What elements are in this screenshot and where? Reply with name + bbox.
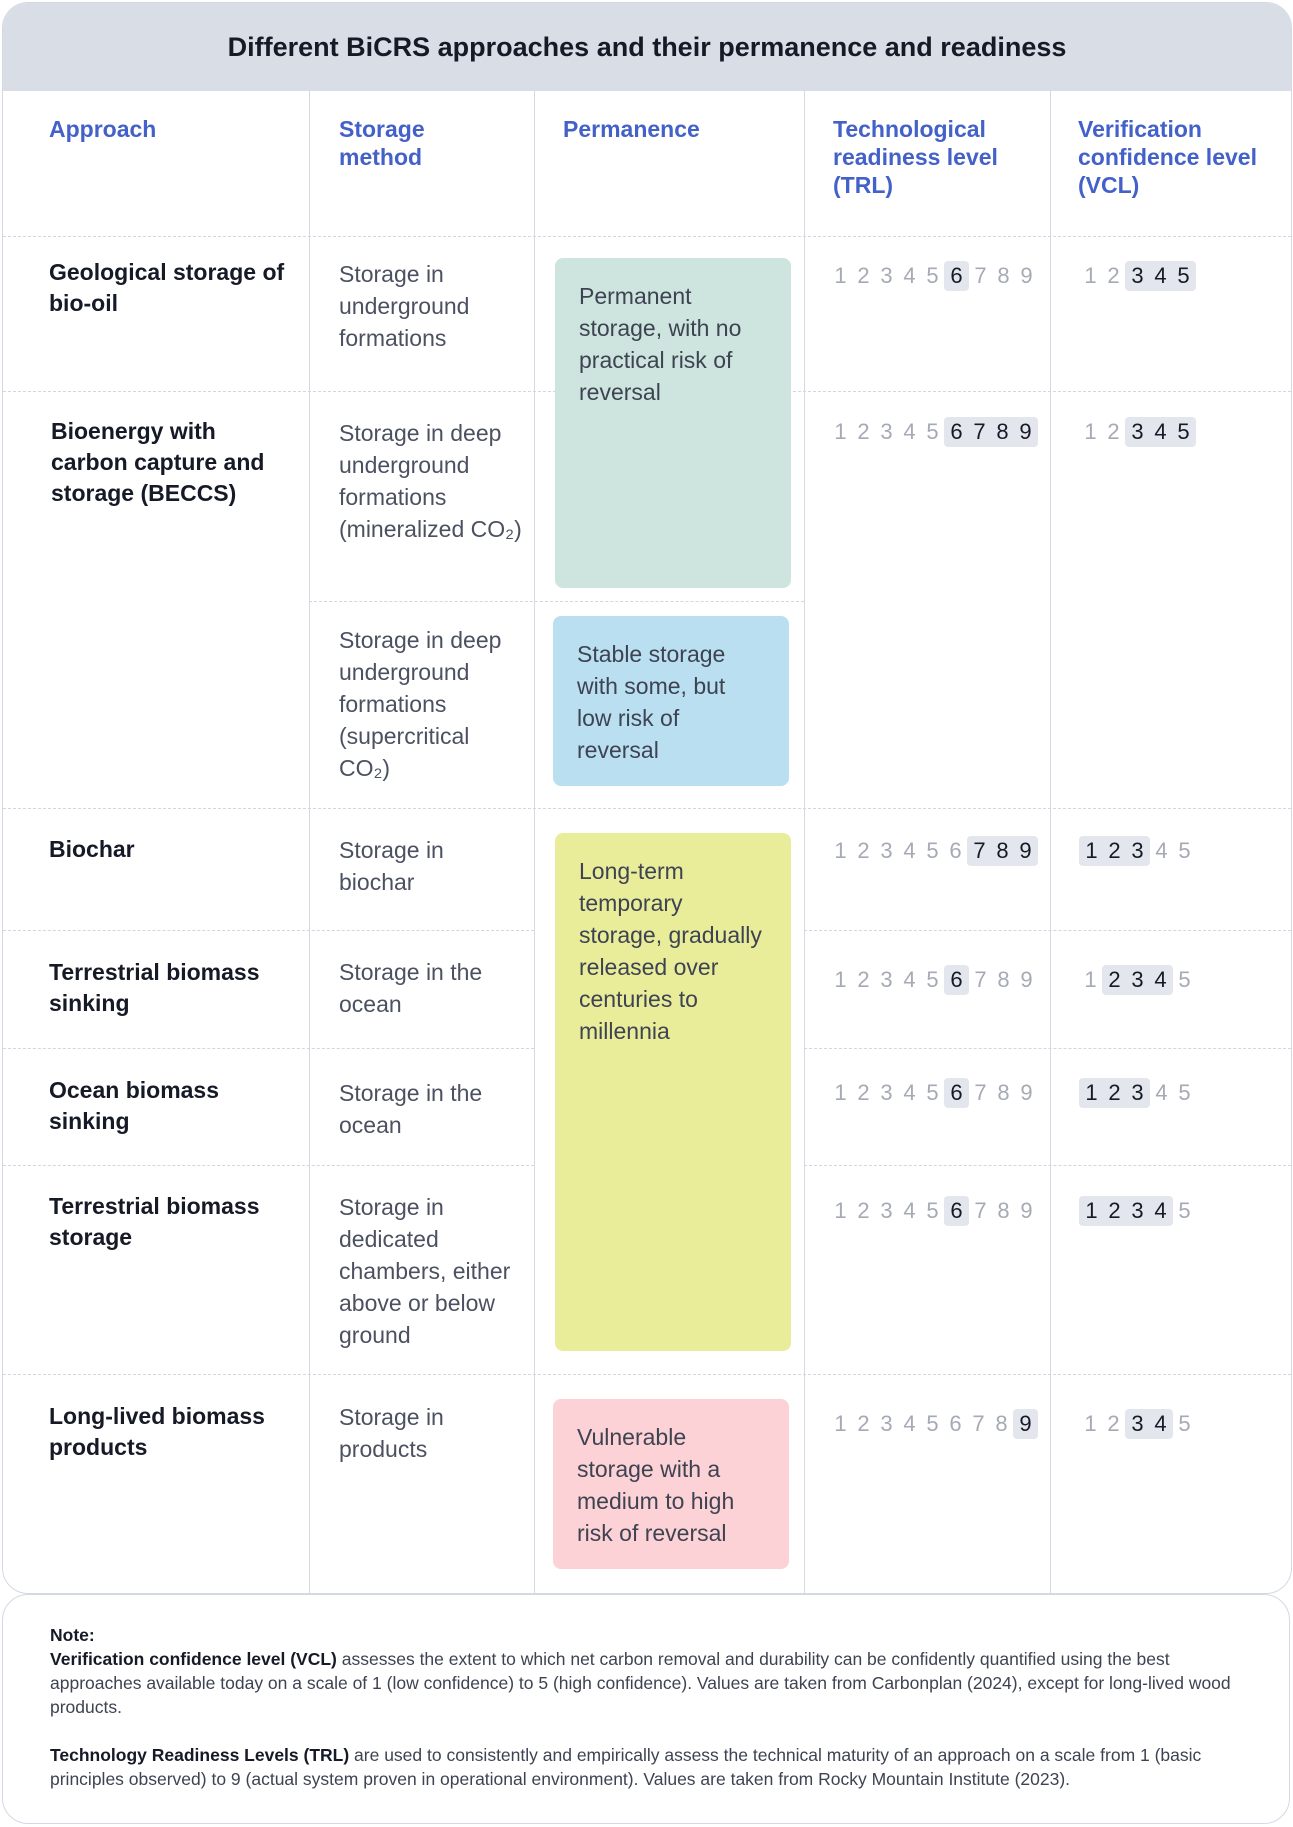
trl-level-6: 6 bbox=[950, 1198, 963, 1223]
vcl-level-2: 2 bbox=[1108, 967, 1121, 992]
trl-level-6: 6 bbox=[949, 1411, 962, 1436]
vcl-selected-range bbox=[1125, 261, 1196, 291]
vcl-level-4: 4 bbox=[1154, 263, 1167, 288]
approach-beccs: Bioenergy with carbon capture and storage (BECCS) bbox=[51, 418, 265, 506]
trl-level-6: 6 bbox=[950, 1080, 963, 1105]
trl-level-7: 7 bbox=[974, 263, 987, 288]
vcl-selected-range bbox=[1125, 417, 1196, 447]
trl-level-5: 5 bbox=[926, 263, 939, 288]
vcl-level-4: 4 bbox=[1154, 419, 1167, 444]
vcl-level-3: 3 bbox=[1131, 1080, 1144, 1105]
permanence-vulnerable: Vulnerable storage with a medium to high risk of reversal bbox=[553, 1399, 789, 1569]
storage-method: Storage in biochar bbox=[339, 837, 444, 895]
column-divider bbox=[309, 91, 310, 1593]
trl-level-8: 8 bbox=[997, 263, 1010, 288]
storage-method: Storage in the ocean bbox=[339, 1080, 483, 1138]
storage-method: Storage in underground formations bbox=[339, 261, 470, 351]
trl-scale bbox=[829, 417, 1038, 447]
trl-level-8: 8 bbox=[997, 967, 1010, 992]
trl-level-8: 8 bbox=[996, 419, 1009, 444]
vcl-level-3: 3 bbox=[1131, 967, 1144, 992]
row-divider bbox=[804, 1048, 1291, 1049]
trl-selected-range bbox=[944, 965, 969, 995]
row-divider bbox=[309, 601, 804, 602]
trl-scale bbox=[829, 1409, 1038, 1439]
permanence-permanent: Permanent storage, with no practical risk of reversal bbox=[555, 258, 791, 588]
trl-level-2: 2 bbox=[857, 967, 870, 992]
approach-terrestrial-storage: Terrestrial biomass storage bbox=[49, 1193, 260, 1250]
trl-level-6: 6 bbox=[950, 263, 963, 288]
trl-scale bbox=[829, 261, 1038, 291]
trl-level-4: 4 bbox=[903, 1080, 916, 1105]
trl-level-3: 3 bbox=[880, 263, 893, 288]
storage-method: Storage in deep underground formations (supercritical CO₂) bbox=[339, 627, 502, 781]
trl-selected-range bbox=[1013, 1409, 1038, 1439]
vcl-level-4: 4 bbox=[1155, 838, 1168, 863]
trl-level-7: 7 bbox=[974, 967, 987, 992]
trl-level-2: 2 bbox=[857, 263, 870, 288]
trl-selected-range bbox=[944, 417, 1038, 447]
note-label: Note: bbox=[50, 1625, 95, 1645]
note-vcl-term: Verification confidence level (VCL) bbox=[50, 1649, 337, 1669]
approach-long-lived-products: Long-lived biomass products bbox=[49, 1403, 265, 1460]
trl-level-3: 3 bbox=[880, 419, 893, 444]
vcl-level-3: 3 bbox=[1131, 1411, 1144, 1436]
vcl-scale bbox=[1079, 261, 1196, 291]
column-divider bbox=[534, 91, 535, 1593]
vcl-level-2: 2 bbox=[1107, 263, 1120, 288]
vcl-level-5: 5 bbox=[1177, 263, 1190, 288]
vcl-level-4: 4 bbox=[1154, 1411, 1167, 1436]
trl-level-7: 7 bbox=[973, 838, 986, 863]
trl-selected-range bbox=[944, 1196, 969, 1226]
trl-level-1: 1 bbox=[834, 967, 847, 992]
column-divider bbox=[1050, 91, 1051, 1593]
trl-level-1: 1 bbox=[834, 419, 847, 444]
row-divider bbox=[804, 1165, 1291, 1166]
vcl-level-5: 5 bbox=[1177, 419, 1190, 444]
header-storage-method: Storage method bbox=[339, 116, 425, 170]
trl-level-6: 6 bbox=[950, 967, 963, 992]
trl-level-3: 3 bbox=[880, 967, 893, 992]
trl-level-9: 9 bbox=[1019, 1411, 1032, 1436]
trl-level-4: 4 bbox=[903, 1411, 916, 1436]
trl-level-5: 5 bbox=[926, 1411, 939, 1436]
vcl-level-4: 4 bbox=[1154, 1198, 1167, 1223]
trl-level-5: 5 bbox=[926, 967, 939, 992]
vcl-level-4: 4 bbox=[1154, 967, 1167, 992]
trl-level-3: 3 bbox=[880, 1411, 893, 1436]
note-trl-term: Technology Readiness Levels (TRL) bbox=[50, 1745, 350, 1765]
trl-level-5: 5 bbox=[926, 419, 939, 444]
trl-level-4: 4 bbox=[903, 263, 916, 288]
vcl-level-2: 2 bbox=[1108, 1080, 1121, 1105]
vcl-level-1: 1 bbox=[1085, 1198, 1098, 1223]
note-trl-text: are used to consistently and empirically assess the technical maturity of an approach on a scale from 1 (basic principles observed) to 9 (actual system proven in operational environment). Values are taken from Rocky Mountain Institute (2023). bbox=[50, 1745, 1202, 1789]
vcl-scale bbox=[1079, 1196, 1196, 1226]
vcl-level-1: 1 bbox=[1084, 263, 1097, 288]
trl-level-1: 1 bbox=[834, 1080, 847, 1105]
vcl-level-5: 5 bbox=[1178, 1411, 1191, 1436]
storage-method: Storage in the ocean bbox=[339, 959, 483, 1017]
vcl-level-1: 1 bbox=[1085, 838, 1098, 863]
column-divider bbox=[804, 91, 805, 1593]
row-divider bbox=[3, 1165, 534, 1166]
trl-selected-range bbox=[944, 261, 969, 291]
vcl-selected-range bbox=[1079, 836, 1150, 866]
trl-level-8: 8 bbox=[997, 1198, 1010, 1223]
trl-level-6: 6 bbox=[949, 838, 962, 863]
trl-level-2: 2 bbox=[857, 1198, 870, 1223]
vcl-scale bbox=[1079, 1078, 1196, 1108]
header-approach: Approach bbox=[49, 116, 157, 142]
trl-level-8: 8 bbox=[995, 1411, 1008, 1436]
vcl-level-3: 3 bbox=[1131, 838, 1144, 863]
vcl-selected-range bbox=[1079, 1078, 1150, 1108]
note-vcl bbox=[50, 1647, 1250, 1719]
trl-level-7: 7 bbox=[972, 1411, 985, 1436]
trl-level-5: 5 bbox=[926, 838, 939, 863]
trl-level-3: 3 bbox=[880, 838, 893, 863]
approach-terrestrial-sinking: Terrestrial biomass sinking bbox=[49, 959, 260, 1016]
trl-selected-range bbox=[944, 1078, 969, 1108]
vcl-level-1: 1 bbox=[1085, 1080, 1098, 1105]
trl-level-2: 2 bbox=[857, 1080, 870, 1105]
trl-level-9: 9 bbox=[1019, 838, 1032, 863]
storage-method: Storage in dedicated chambers, either above or below ground bbox=[339, 1194, 511, 1348]
vcl-scale bbox=[1079, 965, 1196, 995]
vcl-selected-range bbox=[1102, 965, 1173, 995]
trl-level-4: 4 bbox=[903, 1198, 916, 1223]
trl-level-4: 4 bbox=[903, 838, 916, 863]
vcl-level-2: 2 bbox=[1107, 419, 1120, 444]
vcl-level-1: 1 bbox=[1084, 1411, 1097, 1436]
vcl-scale bbox=[1079, 1409, 1196, 1439]
vcl-level-5: 5 bbox=[1178, 838, 1191, 863]
vcl-scale bbox=[1079, 417, 1196, 447]
vcl-level-5: 5 bbox=[1178, 1198, 1191, 1223]
trl-level-3: 3 bbox=[880, 1080, 893, 1105]
trl-level-2: 2 bbox=[857, 1411, 870, 1436]
trl-level-8: 8 bbox=[996, 838, 1009, 863]
note-trl bbox=[50, 1743, 1250, 1791]
vcl-level-4: 4 bbox=[1155, 1080, 1168, 1105]
trl-level-9: 9 bbox=[1020, 1080, 1033, 1105]
header-vcl: Verification confidence level (VCL) bbox=[1078, 116, 1257, 198]
header-permanence: Permanence bbox=[563, 116, 700, 142]
note-panel bbox=[2, 1594, 1290, 1824]
trl-scale bbox=[829, 965, 1038, 995]
vcl-level-5: 5 bbox=[1178, 967, 1191, 992]
trl-level-7: 7 bbox=[973, 419, 986, 444]
bicrs-table-card bbox=[2, 2, 1292, 1594]
vcl-level-3: 3 bbox=[1131, 263, 1144, 288]
vcl-scale bbox=[1079, 836, 1196, 866]
trl-level-1: 1 bbox=[834, 1198, 847, 1223]
vcl-level-1: 1 bbox=[1084, 967, 1097, 992]
trl-level-1: 1 bbox=[834, 1411, 847, 1436]
vcl-level-2: 2 bbox=[1108, 1198, 1121, 1223]
permanence-stable: Stable storage with some, but low risk of reversal bbox=[553, 616, 789, 786]
trl-level-8: 8 bbox=[997, 1080, 1010, 1105]
trl-level-1: 1 bbox=[834, 263, 847, 288]
trl-level-7: 7 bbox=[974, 1198, 987, 1223]
vcl-selected-range bbox=[1125, 1409, 1173, 1439]
vcl-level-1: 1 bbox=[1084, 419, 1097, 444]
vcl-level-5: 5 bbox=[1178, 1080, 1191, 1105]
trl-scale bbox=[829, 836, 1038, 866]
row-divider bbox=[804, 930, 1291, 931]
approach-ocean-sinking: Ocean biomass sinking bbox=[49, 1077, 220, 1134]
trl-scale bbox=[829, 1078, 1038, 1108]
trl-level-4: 4 bbox=[903, 419, 916, 444]
permanence-long-term: Long-term temporary storage, gradually released over centuries to millennia bbox=[555, 833, 791, 1351]
storage-method: Storage in deep underground formations (mineralized CO₂) bbox=[339, 420, 522, 542]
trl-level-9: 9 bbox=[1020, 1198, 1033, 1223]
trl-level-2: 2 bbox=[857, 838, 870, 863]
trl-level-7: 7 bbox=[974, 1080, 987, 1105]
header-trl: Technological readiness level (TRL) bbox=[833, 116, 998, 198]
trl-scale bbox=[829, 1196, 1038, 1226]
vcl-level-3: 3 bbox=[1131, 1198, 1144, 1223]
trl-level-9: 9 bbox=[1020, 263, 1033, 288]
vcl-level-3: 3 bbox=[1131, 419, 1144, 444]
trl-level-3: 3 bbox=[880, 1198, 893, 1223]
trl-level-5: 5 bbox=[926, 1198, 939, 1223]
row-divider bbox=[3, 1048, 534, 1049]
row-divider bbox=[3, 808, 1291, 809]
row-divider bbox=[3, 1374, 1291, 1375]
note-vcl-text: assesses the extent to which net carbon removal and durability can be confidently quantified using the best approaches available today on a scale of 1 (low confidence) to 5 (high confidence). Values are taken from Carbonplan (2024), except for long-lived wood products. bbox=[50, 1649, 1231, 1717]
approach-geological-bio-oil: Geological storage of bio-oil bbox=[49, 259, 285, 316]
vcl-level-2: 2 bbox=[1108, 838, 1121, 863]
vcl-selected-range bbox=[1079, 1196, 1173, 1226]
table-title: Different BiCRS approaches and their permanence and readiness bbox=[3, 3, 1291, 91]
trl-level-4: 4 bbox=[903, 967, 916, 992]
trl-level-9: 9 bbox=[1019, 419, 1032, 444]
trl-level-9: 9 bbox=[1020, 967, 1033, 992]
trl-selected-range bbox=[967, 836, 1038, 866]
vcl-level-2: 2 bbox=[1107, 1411, 1120, 1436]
trl-level-6: 6 bbox=[950, 419, 963, 444]
row-divider bbox=[3, 236, 1291, 237]
approach-biochar: Biochar bbox=[49, 836, 135, 862]
trl-level-5: 5 bbox=[926, 1080, 939, 1105]
note-text bbox=[50, 1623, 1250, 1791]
trl-level-1: 1 bbox=[834, 838, 847, 863]
row-divider bbox=[3, 930, 534, 931]
trl-level-2: 2 bbox=[857, 419, 870, 444]
storage-method: Storage in products bbox=[339, 1404, 444, 1462]
